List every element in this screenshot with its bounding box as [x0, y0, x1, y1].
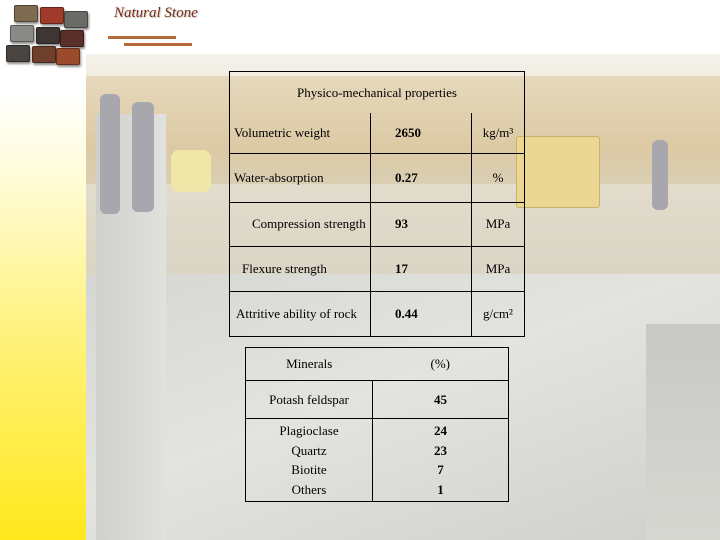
minerals-header-unit: (%) [373, 348, 509, 381]
mineral-value: 7 [437, 462, 444, 477]
table-row [230, 291, 525, 336]
mineral-label-group [246, 419, 373, 502]
table-row [230, 202, 525, 246]
mineral-label: Quartz [291, 442, 327, 458]
property-value: 2650 [371, 113, 472, 153]
mineral-value: 23 [434, 442, 447, 458]
page-title: Natural Stone [114, 5, 198, 21]
title-underline [108, 36, 176, 39]
property-value: 0.27 [371, 153, 472, 202]
mineral-value: 24 [434, 423, 447, 438]
minerals-table [245, 347, 509, 502]
property-value: 0.44 [371, 291, 472, 336]
property-label: Attritive ability of rock [230, 291, 371, 336]
mineral-label: Plagioclase [279, 423, 339, 438]
mineral-value: 1 [437, 481, 444, 497]
properties-table-title: Physico-mechanical properties [230, 72, 525, 114]
property-value: 17 [371, 246, 472, 291]
mineral-label: Potash feldspar [246, 381, 373, 419]
table-row [230, 153, 525, 202]
property-label: Compression strength [230, 202, 371, 246]
mineral-value: 45 [373, 381, 509, 419]
property-label: Volumetric weight [230, 113, 371, 153]
table-row [246, 419, 509, 502]
properties-table [229, 71, 525, 337]
table-row [230, 113, 525, 153]
table-header-row [246, 348, 509, 381]
property-unit: % [472, 153, 525, 202]
property-unit: kg/m³ [472, 113, 525, 153]
table-row [246, 381, 509, 419]
property-label: Water-absorption [230, 153, 371, 202]
property-unit: MPa [472, 246, 525, 291]
side-accent-strip [0, 92, 86, 540]
stone-samples-icon [4, 3, 86, 65]
mineral-label: Others [291, 481, 327, 497]
property-unit: MPa [472, 202, 525, 246]
property-label: Flexure strength [230, 246, 371, 291]
mineral-value-group [373, 419, 509, 502]
title-underline-offset [124, 43, 192, 46]
mineral-label: Biotite [291, 462, 327, 477]
table-row [230, 246, 525, 291]
property-value: 93 [371, 202, 472, 246]
minerals-header-label: Minerals [246, 348, 373, 381]
property-unit: g/cm² [472, 291, 525, 336]
